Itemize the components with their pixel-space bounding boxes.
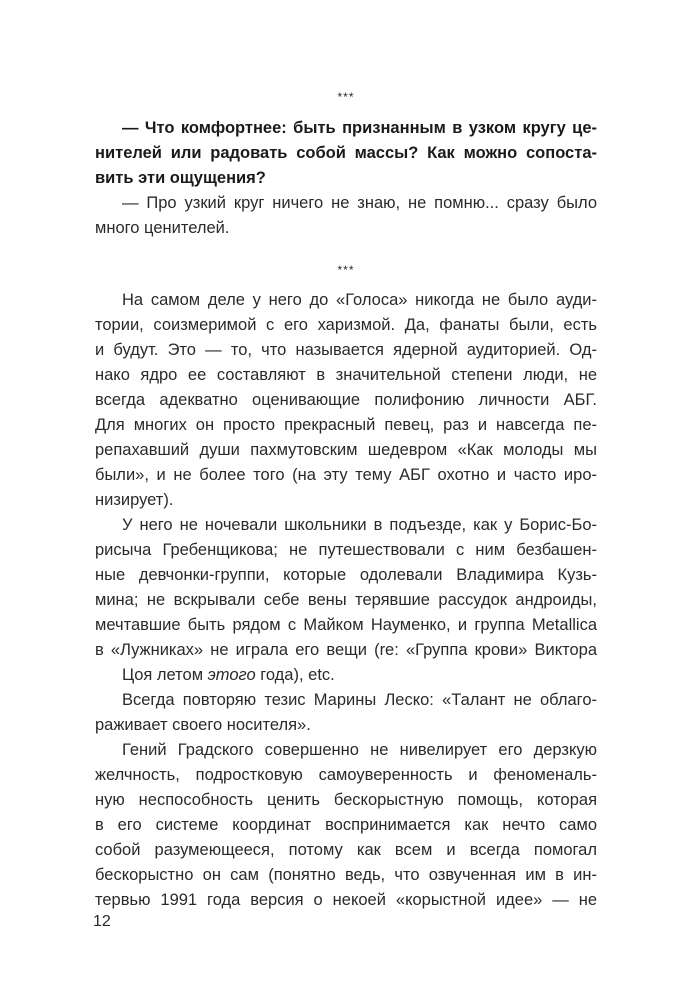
text-line: тории, соизмеримой с его харизмой. Да, фанаты были, есть	[95, 316, 597, 334]
text-span: года), etc.	[255, 666, 335, 684]
text-line: репахавший души пахмутовским шедевром «Как молоды мы	[95, 441, 597, 459]
text-line: вить эти ощущения?	[95, 169, 266, 187]
text-line: — Что комфортнее: быть признанным в узком кругу це-	[122, 119, 597, 137]
text-line: У него не ночевали школьники в подъезде, как у Борис-Бо-	[122, 516, 597, 534]
page-number: 12	[93, 913, 111, 930]
text-line: много ценителей.	[95, 219, 230, 237]
text-line: ные девчонки-группи, которые одолевали Владимира Кузь-	[95, 566, 597, 584]
text-line: ную неспособность ценить бескорыстную помощь, которая	[95, 791, 597, 809]
text-line: Всегда повторяю тезис Марины Леско: «Талант не облаго-	[122, 691, 597, 709]
text-line: Для многих он просто прекрасный певец, раз и навсегда пе-	[95, 416, 597, 434]
text-line: и будут. Это — то, что называется ядерной аудиторией. Од-	[95, 341, 597, 359]
paragraph	[95, 738, 597, 913]
text-line: нителей или радовать собой массы? Как можно сопоста-	[95, 144, 597, 162]
text-line: бескорыстно он сам (понятно ведь, что озвученная им в ин-	[95, 866, 597, 884]
text-line: всегда адекватно оценивающие полифонию личности АБГ.	[95, 391, 597, 409]
text-line: низирует).	[95, 491, 174, 509]
interview-question	[95, 116, 597, 191]
interview-answer	[95, 191, 597, 241]
text-line: нако ядро ее составляют в значительной степени люди, не	[95, 366, 597, 384]
text-line: в «Лужниках» не играла его вещи (re: «Группа крови» Виктора	[95, 641, 597, 659]
italic-text: этого	[207, 666, 256, 684]
text-line: были», и не более того (на эту тему АБГ охотно и часто иро-	[95, 466, 597, 484]
text-line: Гений Градского совершенно не нивелирует его дерзкую	[122, 741, 597, 759]
text-line: мечтавшие быть рядом с Майком Науменко, и группа Metallica	[95, 616, 597, 634]
text-span: Цоя летом	[122, 666, 208, 684]
section-separator: ***	[337, 90, 355, 104]
paragraph	[95, 288, 597, 513]
text-line	[95, 663, 597, 688]
paragraph	[95, 688, 597, 738]
text-line: раживает своего носителя».	[95, 716, 311, 734]
text-line: рисыча Гребенщикова; не путешествовали с ним безбашен-	[95, 541, 597, 559]
text-line: мина; не вскрывали себе вены терявшие рассудок андроиды,	[95, 591, 597, 609]
section-separator: ***	[337, 263, 355, 277]
text-line: На самом деле у него до «Голоса» никогда не было ауди-	[122, 291, 597, 309]
text-line: собой разумеющееся, потому как всем и всегда помогал	[95, 841, 597, 859]
page-body	[95, 85, 597, 913]
text-line: тервью 1991 года версия о некоей «корыстной идее» — не	[95, 891, 597, 909]
text-line: в его системе координат воспринимается как нечто само	[95, 816, 597, 834]
paragraph	[95, 513, 597, 663]
text-line: желчность, подростковую самоуверенность и феноменаль-	[95, 766, 597, 784]
text-line: — Про узкий круг ничего не знаю, не помню... сразу было	[122, 194, 597, 212]
